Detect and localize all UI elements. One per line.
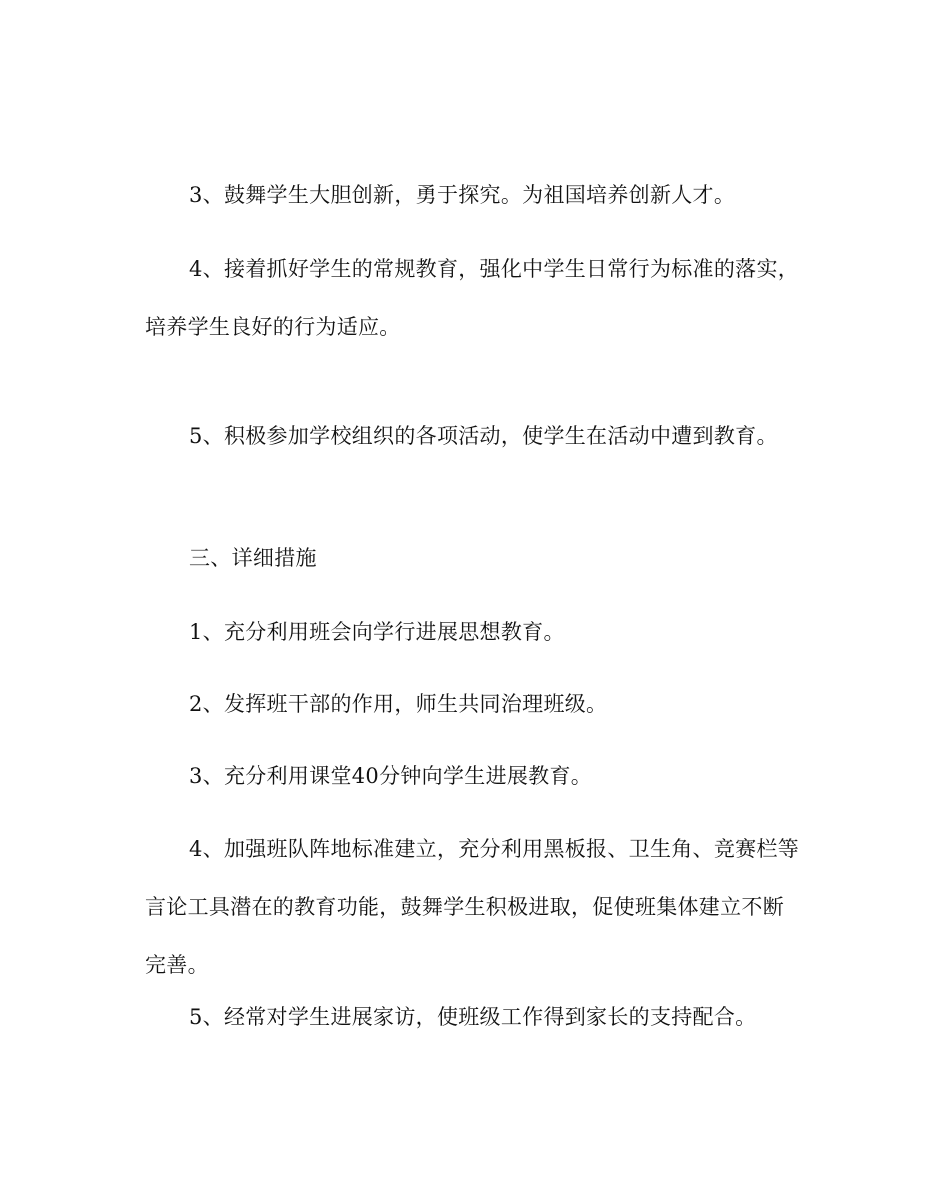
paragraph-item-5-activities: 5、积极参加学校组织的各项活动，使学生在活动中遭到教育。 <box>189 424 778 448</box>
paragraph-measure-3: 3、充分利用课堂40分钟向学生进展教育。 <box>189 764 593 788</box>
paragraph-measure-1: 1、充分利用班会向学行进展思想教育。 <box>189 620 565 644</box>
paragraph-item-3-innovation: 3、鼓舞学生大胆创新，勇于探究。为祖国培养创新人才。 <box>189 183 736 207</box>
paragraph-measure-5: 5、经常对学生进展家访，使班级工作得到家长的支持配合。 <box>189 1005 757 1029</box>
paragraph-item-4-routine-education: 4、接着抓好学生的常规教育，强化中学生日常行为标准的落实，培养学生良好的行为适应。 <box>145 257 800 339</box>
paragraph-measure-2: 2、发挥班干部的作用，师生共同治理班级。 <box>189 692 608 716</box>
paragraph-measure-4: 4、加强班队阵地标准建立，充分利用黑板报、卫生角、竞赛栏等言论工具潜在的教育功能，鼓舞学生积极进取，促使班集体建立不断完善。 <box>145 837 800 977</box>
section-heading-measures: 三、详细措施 <box>189 546 317 570</box>
